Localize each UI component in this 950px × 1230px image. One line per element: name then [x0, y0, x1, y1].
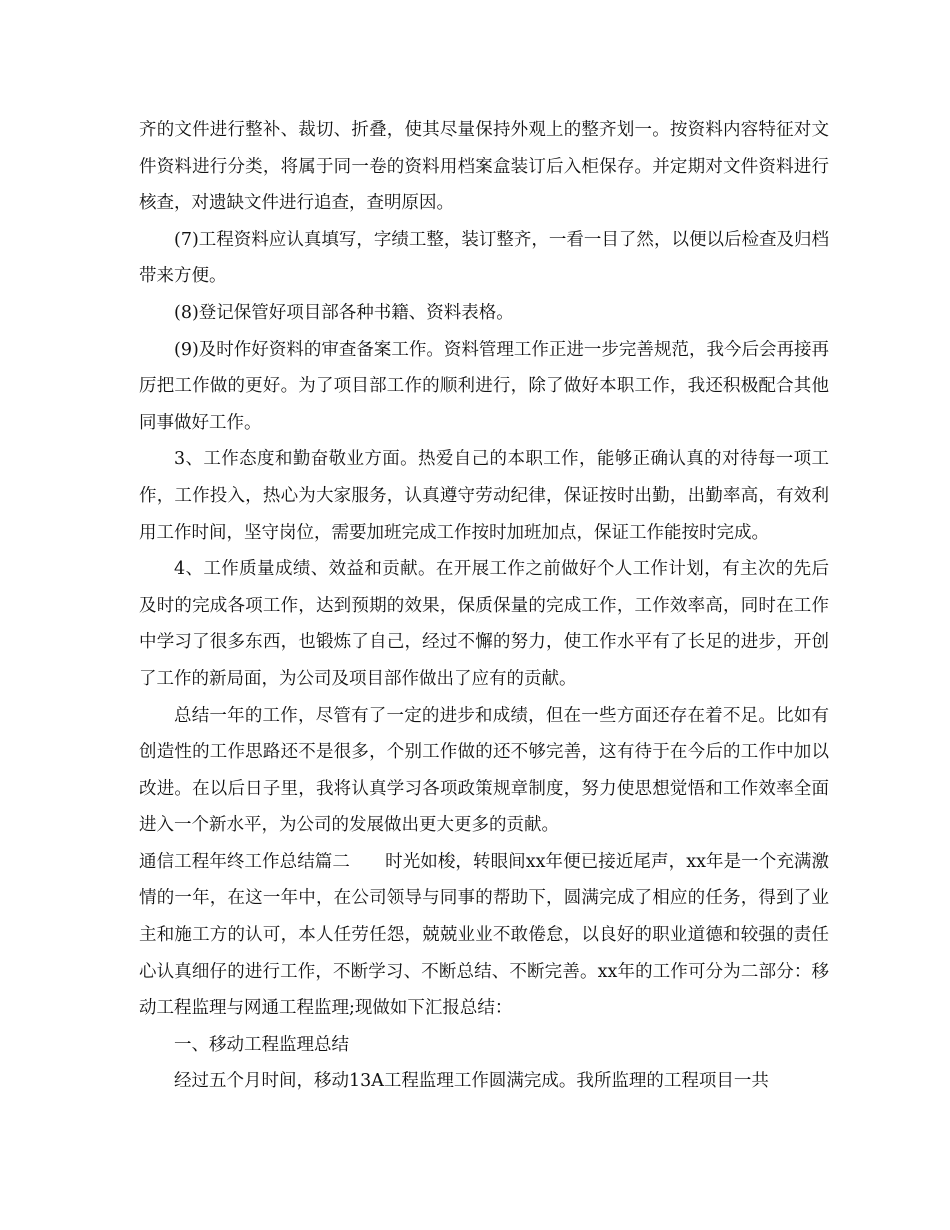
paragraph-mobile-summary: 经过五个月时间，移动13A工程监理工作圆满完成。我所监理的工程项目一共: [174, 1071, 769, 1092]
paragraph-item-9: (9)及时作好资料的审查备案工作。资料管理工作正进一步完善规范，我今后会再接再厉把工作做的更好。为了项目部工作的顺利进行，除了做好本职工作，我还积极配合其他同事做好工作。: [139, 339, 829, 433]
paragraph-article-two: 通信工程年终工作总结篇二 时光如梭，转眼间xx年便已接近尾声，xx年是一个充满激情的一年，在这一年中，在公司领导与同事的帮助下，圆满完成了相应的任务，得到了业主和施工方的认可，本人任劳任怨，兢兢业业不敢倦怠，以良好的职业道德和较强的责任心认真细仔的进行工作，不断学习、不断总结、不断完善。xx年的工作可分为二部分：移动工程监理与网通工程监理;现做如下汇报总结：: [139, 851, 829, 1019]
paragraph-item-7: (7)工程资料应认真填写，字绩工整，装订整齐，一看一目了然，以便以后检查及归档带来方便。: [139, 229, 829, 287]
section-heading-mobile: 一、移动工程监理总结: [174, 1034, 349, 1055]
document-body: [139, 112, 829, 1100]
paragraph-section-4: 4、工作质量成绩、效益和贡献。在开展工作之前做好个人工作计划，有主次的先后及时的完成各项工作，达到预期的效果，保质保量的完成工作，工作效率高，同时在工作中学习了很多东西，也锻炼了自己，经过不懈的努力，使工作水平有了长足的进步，开创了工作的新局面，为公司及项目部作做出了应有的贡献。: [139, 559, 829, 689]
paragraph-section-3: 3、工作态度和勤奋敬业方面。热爱自己的本职工作，能够正确认真的对待每一项工作，工作投入，热心为大家服务，认真遵守劳动纪律，保证按时出勤，出勤率高，有效利用工作时间，坚守岗位，需要加班完成工作按时加班加点，保证工作能按时完成。: [139, 449, 829, 543]
paragraph-year-summary: 总结一年的工作，尽管有了一定的进步和成绩，但在一些方面还存在着不足。比如有创造性的工作思路还不是很多，个别工作做的还不够完善，这有待于在今后的工作中加以改进。在以后日子里，我将认真学习各项政策规章制度，努力使思想觉悟和工作效率全面进入一个新水平，为公司的发展做出更大更多的贡献。: [139, 705, 829, 836]
paragraph-item-8: (8)登记保管好项目部各种书籍、资料表格。: [174, 302, 514, 323]
paragraph-file-organization: 齐的文件进行整补、裁切、折叠，使其尽量保持外观上的整齐划一。按资料内容特征对文件资料进行分类，将属于同一卷的资料用档案盒装订后入柜保存。并定期对文件资料进行核查，对遗缺文件进行追查，查明原因。: [139, 120, 829, 214]
